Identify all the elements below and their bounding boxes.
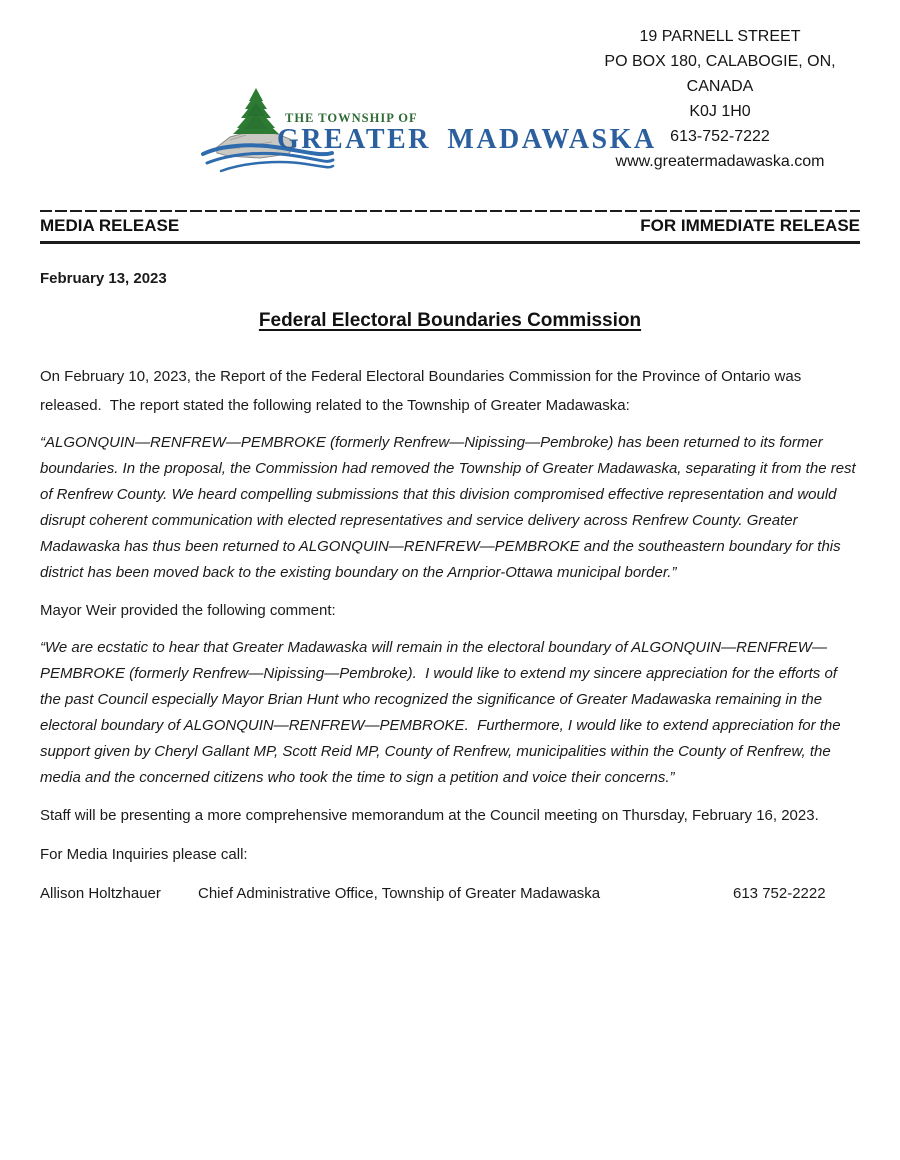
address-phone: 613-752-7222 <box>670 128 770 145</box>
mayor-quote-paragraph: “We are ecstatic to hear that Greater Madawaska will remain in the electoral boundary of ALGONQUIN—RENFREW—PEMBROKE (formerly Renfrew—Nipissing—Pembroke). I would like to extend my sincere appreciation for the efforts of the past Council especially Mayor Brian Hunt who recognized the significance of Greater Madawaska remaining in the electoral boundary of ALGONQUIN—RENFREW—PEMBROKE. Furthermore, I would like to extend appreciation for the support given by Cheryl Gallant MP, Scott Reid MP, County of Renfrew, municipalities within the County of Renfrew, the media and the concerned citizens who took the time to sign a petition and voice their concerns.” <box>40 639 845 786</box>
immediate-release-label: FOR IMMEDIATE RELEASE <box>640 216 860 235</box>
mayor-comment-intro: Mayor Weir provided the following comment: <box>40 602 336 619</box>
document-body <box>0 198 900 908</box>
letterhead <box>0 0 900 198</box>
contact-phone: 613 752-2222 <box>733 885 826 902</box>
media-inquiries-label: For Media Inquiries please call: <box>40 846 248 863</box>
page-title: Federal Electoral Boundaries Commission <box>258 310 642 331</box>
commission-quote-paragraph: “ALGONQUIN—RENFREW—PEMBROKE (formerly Renfrew—Nipissing—Pembroke) has been returned to its former boundaries. In the proposal, the Commission had removed the Township of Greater Madawaska, separating it from the rest of Renfrew County. We heard compelling submissions that this division compromised effective representation and would disrupt coherent communication with elected representatives and service delivery across Renfrew County. Greater Madawaska has thus been returned to ALGONQUIN—RENFREW—PEMBROKE and the southeastern boundary for this district has been moved back to the existing boundary on the Arnprior-Ottawa municipal border.” <box>40 434 860 581</box>
address-website: www.greatermadawaska.com <box>615 153 825 170</box>
release-date: February 13, 2023 <box>40 270 167 287</box>
address-street: 19 PARNELL STREET <box>639 28 801 45</box>
logo-name: GREATER MADAWASKA <box>277 124 657 155</box>
staff-note-paragraph: Staff will be presenting a more comprehensive memorandum at the Council meeting on Thursday, February 16, 2023. <box>40 807 819 824</box>
address-postal-code: K0J 1H0 <box>689 103 751 120</box>
contact-row <box>40 879 860 908</box>
contact-name: Allison Holtzhauer <box>40 885 161 902</box>
release-bar <box>40 216 860 236</box>
township-logo <box>200 82 657 182</box>
intro-paragraph: On February 10, 2023, the Report of the Federal Electoral Boundaries Commission for the Province of Ontario was released. The report stated the following related to the Township of Greater Madawaska: <box>40 368 806 414</box>
logo-tagline: THE TOWNSHIP OF <box>285 111 418 125</box>
address-block <box>580 24 860 174</box>
contact-role: Chief Administrative Office, Township of Greater Madawaska <box>198 885 601 902</box>
address-pobox: PO BOX 180, CALABOGIE, ON, <box>604 53 836 70</box>
media-release-label: MEDIA RELEASE <box>40 216 180 235</box>
address-country: CANADA <box>686 78 754 95</box>
dashed-divider <box>40 210 860 212</box>
solid-divider <box>40 241 860 244</box>
